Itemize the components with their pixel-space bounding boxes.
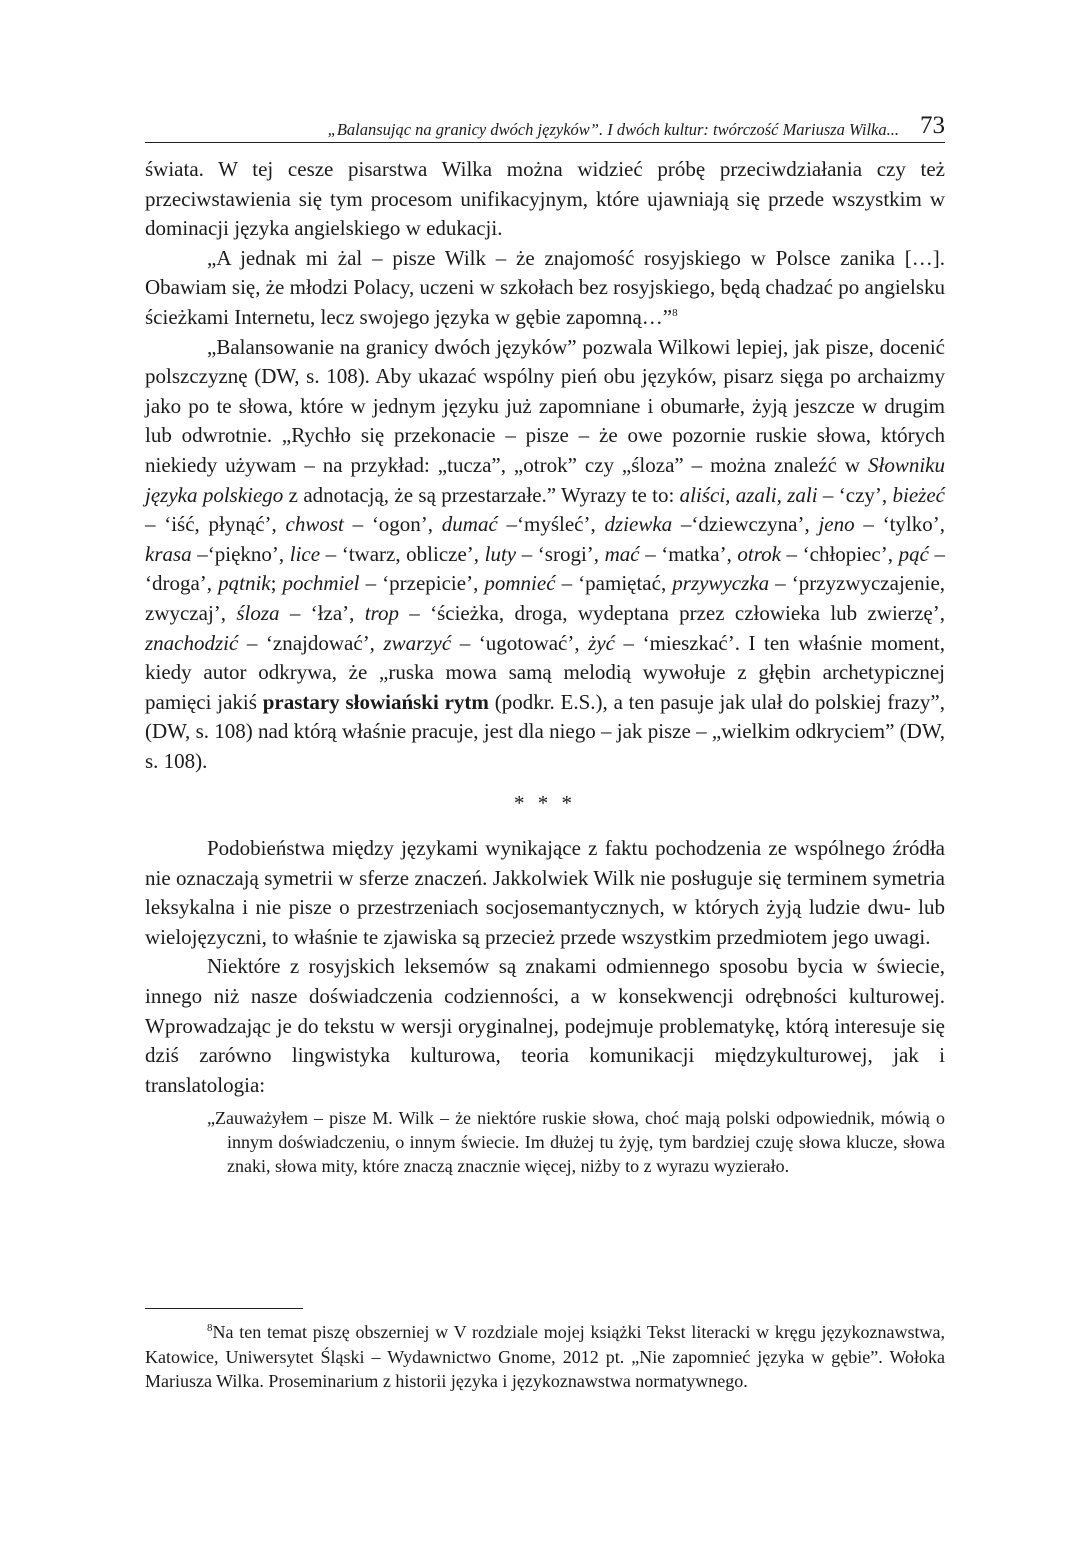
- p3-seg: – ‘przepicie’,: [359, 571, 485, 596]
- paragraph-1: świata. W tej cesze pisarstwa Wilka można widzieć próbę przeciwdziałania czy też przeciwstawienia się tym procesom unifikacyjnym, które ujawniają się przede wszystkim w dominacji języka angielskiego w edukacji.: [145, 157, 945, 241]
- paragraph-2: [145, 244, 945, 333]
- page-number: 73: [920, 112, 945, 139]
- p3-seg: – ‘ogon’,: [343, 512, 442, 537]
- p3-seg: – ‘przyzwyczajenie, zwyczaj’,: [145, 571, 946, 625]
- main-text: [145, 155, 945, 1178]
- p3-seg: z adnotacją, że są przestarzałe.” Wyrazy te to:: [283, 482, 680, 507]
- p3-seg: –‘piękno’,: [191, 541, 290, 566]
- p3-seg: – ‘łza’,: [279, 600, 365, 625]
- dictionary-title: Słowniku języka polskiego: [145, 452, 945, 507]
- footnote-8: [145, 1320, 945, 1394]
- archaism-term: trop: [364, 600, 399, 625]
- archaism-term: pąć: [898, 541, 929, 566]
- p3-seg: „Balansowanie na granicy dwóch języków” pozwala Wilkowi lepiej, jak pisze, docenić polszczyznę (DW, s. 108). Aby ukazać wspólny pień obu języków, pisarz sięga po archaizmy jako po te słowa, które w jednym języku już zapomniane i obumarłe, żyją jeszcze w drugim lub odwrotnie. „Rychło się przekonacie – pisze – że owe pozornie ruskie słowa, których niekiedy używam – na przykład: „tucza”, „otrok” czy „śloza” – można znaleźć w: [145, 334, 945, 477]
- archaism-term: pątnik: [218, 571, 271, 596]
- footnote-ref-8: 8: [672, 306, 678, 319]
- archaism-term: znachodzić: [145, 630, 239, 655]
- p3-seg: – ‘czy’,: [817, 482, 893, 507]
- archaism-term: jeno: [818, 512, 855, 537]
- paragraph-5: Niektóre z rosyjskich leksemów są znakami odmiennego sposobu bycia w świecie, innego niż nasze doświadczenia codzienności, a w konsekwencji odrębności kulturowej. Wprowadzając je do tekstu w wersji oryginalnej, podejmuje problematykę, którą interesuje się dziś zarówno lingwistyka kulturowa, teoria komunikacji międzykulturowej, jak i translatologia:: [145, 954, 945, 1097]
- p3-seg: – ‘droga’,: [145, 541, 945, 596]
- archaism-term: dumać: [441, 512, 498, 537]
- emphasized-phrase: prastary słowiański rytm: [262, 689, 489, 714]
- archaism-term: chwost: [285, 512, 344, 537]
- p3-seg: – ‘iść, płynąć’,: [145, 512, 286, 537]
- archaism-term: krasa: [145, 541, 192, 566]
- archaism-term: pomnieć: [484, 571, 556, 596]
- archaism-term: dziewka: [604, 512, 673, 537]
- section-separator: * * *: [514, 791, 576, 816]
- p3-seg: – ‘twarz, oblicze’,: [320, 541, 485, 566]
- archaism-term: śloza: [236, 600, 280, 625]
- archaism-term: lice: [289, 541, 321, 566]
- footnote-text: Na ten temat piszę obszerniej w V rozdziale mojej książki Tekst literacki w kręgu językoznawstwa, Katowice, Uniwersytet Śląski – Wydawnictwo Gnome, 2012 pt. „Nie zapomnieć języka w gębie”. Wołoka Mariusza Wilka. Proseminarium z historii języka i językoznawstwa normatywnego.: [145, 1322, 945, 1391]
- running-header: [145, 110, 945, 143]
- p3-seg: – ‘pamiętać,: [555, 571, 673, 596]
- p3-seg: – ‘srogi’,: [516, 541, 605, 566]
- p3-seg: – ‘mieszkać’. I ten właśnie moment, kiedy autor odkrywa, że „ruska mowa samą melodią wywołuje z głębin archetypicznej pamięci jakiś: [145, 630, 945, 714]
- archaism-term: zwarzyć: [383, 630, 452, 655]
- paragraph-2-text: „A jednak mi żal – pisze Wilk – że znajomość rosyjskiego w Polsce zanika […]. Obawiam się, że młodzi Polacy, uczeni w szkołach bez rosyjskiego, będą chadzać po angielsku ścieżkami Internetu, lecz swojego języka w gębie zapomną…”: [145, 245, 945, 329]
- archaism-term: aliści, azali, zali: [679, 482, 818, 507]
- p3-seg: – ‘matka’,: [639, 541, 738, 566]
- footnote-number: 8: [207, 1322, 213, 1334]
- block-quote: [207, 1107, 945, 1178]
- paragraph-3: [145, 333, 945, 777]
- archaism-term: żyć: [588, 630, 615, 655]
- archaism-term: bieżeć: [892, 482, 945, 507]
- footnote-rule: [145, 1308, 303, 1309]
- archaism-term: mać: [604, 541, 640, 566]
- p3-seg: – ‘ścieżka, droga, wydeptana przez człowieka lub zwierzę’,: [398, 600, 945, 625]
- paragraph-4: Podobieństwa między językami wynikające z faktu pochodzenia ze wspólnego źródła nie oznaczają symetrii w sferze znaczeń. Jakkolwiek Wilk nie posługuje się terminem symetria leksykalna i nie pisze o przestrzeniach socjosemantycznych, w których żyją ludzie dwu- lub wielojęzyczni, to właśnie te zjawiska są przecież przede wszystkim przedmiotem jego uwagi.: [145, 836, 945, 949]
- p3-seg: (podkr. E.S.), a ten pasuje jak ulał do polskiej frazy”, (DW, s. 108) nad którą właśnie pracuje, jest dla niego – jak pisze – „wielkim odkryciem” (DW, s. 108).: [145, 689, 945, 773]
- p3-seg: – ‘ugotować’,: [451, 630, 589, 655]
- p3-seg: – ‘znajdować’,: [238, 630, 384, 655]
- p3-seg: –‘myśleć’,: [497, 512, 605, 537]
- block-quote-text: „Zauważyłem – pisze M. Wilk – że niektóre ruskie słowa, choć mają polski odpowiednik, mówią o innym doświadczeniu, o innym świecie. Im dłużej tu żyję, tym bardziej czuję słowa klucze, słowa znaki, słowa mity, które znaczą znacznie więcej, niżby to z wyrazu wyzierało.: [207, 1108, 945, 1176]
- archaism-term: przywyczka: [672, 571, 770, 596]
- archaism-term: luty: [484, 541, 517, 566]
- p3-seg: –‘dziewczyna’,: [672, 512, 819, 537]
- p3-seg: ;: [270, 571, 283, 596]
- p3-seg: – ‘chłopiec’,: [780, 541, 899, 566]
- archaism-term: otrok: [737, 541, 781, 566]
- p3-seg: – ‘tylko’,: [854, 512, 945, 537]
- archaism-term: pochmiel: [282, 571, 360, 596]
- running-title: „Balansując na granicy dwóch języków”. I dwóch kultur: twórczość Mariusza Wilka...: [327, 120, 899, 139]
